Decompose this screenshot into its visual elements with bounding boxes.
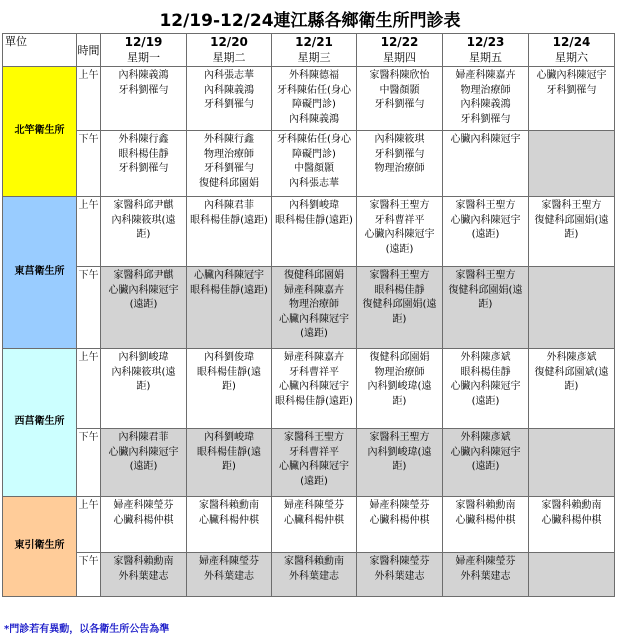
doctor-entry: 內科劉峻瑋(遠 xyxy=(367,381,432,392)
doctor-entry: 外科葉建志 xyxy=(374,570,425,582)
doctor-entry: 牙科劉罹勻 xyxy=(204,99,254,110)
unit-name: 北竿衛生所 xyxy=(3,67,77,197)
doctor-entry: 內科陳義鴻 xyxy=(289,113,339,125)
doctor-entry: 物理治療師 xyxy=(460,84,511,96)
doctor-entry: 家醫科邱尹麒 xyxy=(113,200,174,211)
schedule-cell xyxy=(529,429,615,497)
schedule-row xyxy=(3,131,615,197)
day-date: 12/19 xyxy=(124,35,163,49)
doctor-entry: 心臟內科陳冠宇 xyxy=(450,134,521,145)
doctor-entry: (遠距) xyxy=(129,299,158,310)
day-weekday: 星期四 xyxy=(383,51,416,64)
schedule-cell xyxy=(187,497,272,553)
doctor-entry: 中醫顏顥 xyxy=(294,163,334,174)
doctor-entry: 心臟內科陳冠宇 xyxy=(450,381,521,392)
doctor-entry: 牙科曹祥平 xyxy=(374,214,425,226)
doctor-entry: 眼科楊佳靜(遠 xyxy=(197,446,261,458)
doctor-entry: 距) xyxy=(392,313,407,325)
schedule-row xyxy=(3,349,615,429)
doctor-entry: 心臟內科陳冠宇 xyxy=(450,214,521,226)
doctor-entry: 牙科劉罹勻 xyxy=(204,163,254,174)
schedule-cell xyxy=(101,497,187,553)
doctor-entry: 婦產科陳瑩芬 xyxy=(455,556,516,567)
schedule-cell xyxy=(357,197,443,267)
schedule-cell xyxy=(443,497,529,553)
doctor-entry: 家醫科王聖方 xyxy=(369,200,430,211)
doctor-entry: 心臟內科陳冠宇 xyxy=(450,446,521,458)
day-header-wed xyxy=(272,34,357,67)
period-label: 上午 xyxy=(77,197,101,267)
doctor-entry: 眼科楊佳靜 xyxy=(374,284,425,296)
doctor-entry: 物理治療師 xyxy=(374,366,425,378)
doctor-entry: 內科劉峻瑋 xyxy=(118,352,169,363)
day-date: 12/21 xyxy=(295,35,333,49)
doctor-entry: (遠距) xyxy=(300,475,328,487)
day-header-sat xyxy=(529,34,615,67)
unit-header: 單位 xyxy=(3,34,77,67)
doctor-entry: 距) xyxy=(222,381,236,392)
schedule-cell xyxy=(187,197,272,267)
doctor-entry: 婦產科陳嘉卉 xyxy=(284,284,344,296)
doctor-entry: 內科陳君菲 xyxy=(204,200,254,211)
doctor-entry: 家醫科陳欣怡 xyxy=(369,70,430,81)
schedule-cell xyxy=(357,267,443,349)
doctor-entry: 復健科邱園娟 xyxy=(284,270,344,281)
doctor-entry: 家醫科王聖方 xyxy=(541,200,602,211)
day-date: 12/23 xyxy=(466,35,505,49)
schedule-cell xyxy=(187,131,272,197)
doctor-entry: 外科葉建志 xyxy=(460,570,511,582)
doctor-entry: 距) xyxy=(564,381,579,392)
doctor-entry: 家醫科邱尹麒 xyxy=(113,270,174,281)
doctor-entry: 距) xyxy=(136,381,151,392)
doctor-entry: 家醫科陳瑩芬 xyxy=(369,556,430,567)
doctor-entry: 眼科楊佳靜 xyxy=(118,148,169,160)
doctor-entry: 內科陳君菲 xyxy=(118,432,169,443)
schedule-cell xyxy=(187,553,272,597)
doctor-entry: (遠距) xyxy=(471,229,500,240)
doctor-entry: 距) xyxy=(222,461,236,472)
doctor-entry: 外科葉建志 xyxy=(204,570,254,582)
doctor-entry: 內科陳筱琪(遠 xyxy=(111,214,176,226)
doctor-entry: 距) xyxy=(392,461,407,472)
doctor-entry: 心臟內科陳冠宇 xyxy=(108,446,179,458)
unit-name: 西莒衛生所 xyxy=(3,349,77,497)
schedule-cell xyxy=(443,67,529,131)
clinic-schedule-table xyxy=(2,33,615,597)
doctor-entry: 物理治療師 xyxy=(374,163,425,174)
doctor-entry: 障礙門診) xyxy=(292,99,336,110)
doctor-entry: 婦產科陳嘉卉 xyxy=(284,352,344,363)
schedule-row xyxy=(3,429,615,497)
doctor-entry: 復健科邱園娟 xyxy=(369,352,430,363)
doctor-entry: 內科陳義鴻 xyxy=(204,84,254,96)
period-label: 下午 xyxy=(77,267,101,349)
doctor-entry: 距) xyxy=(136,229,151,240)
doctor-entry: 內科張志華 xyxy=(204,70,254,81)
doctor-entry: 家醫科王聖方 xyxy=(455,270,516,281)
day-header-mon xyxy=(101,34,187,67)
doctor-entry: 復健科邱園娟(遠 xyxy=(362,299,437,310)
doctor-entry: 家醫科王聖方 xyxy=(455,200,516,211)
schedule-cell xyxy=(101,67,187,131)
doctor-entry: 家醫科賴勳南 xyxy=(284,556,344,567)
schedule-cell xyxy=(443,197,529,267)
doctor-entry: 心臟科楊仲棋 xyxy=(455,514,516,526)
doctor-entry: 家醫科賴勳南 xyxy=(199,500,259,511)
schedule-cell xyxy=(272,553,357,597)
doctor-entry: 心臟內科陳冠宇 xyxy=(279,461,349,472)
doctor-entry: 中醫顏顥 xyxy=(379,84,420,96)
schedule-cell xyxy=(272,497,357,553)
doctor-entry: 復健科邱園娟(遠 xyxy=(534,214,609,226)
doctor-entry: 牙科陳佑任(身心 xyxy=(277,84,351,96)
period-label: 下午 xyxy=(77,429,101,497)
schedule-cell xyxy=(101,267,187,349)
doctor-entry: 牙科陳佑任(身心 xyxy=(277,134,351,145)
doctor-entry: 心臟科楊仲棋 xyxy=(113,514,174,526)
unit-name: 東莒衛生所 xyxy=(3,197,77,349)
day-header-thu xyxy=(357,34,443,67)
doctor-entry: (遠距) xyxy=(129,461,158,472)
doctor-entry: 心臟內科陳冠宇 xyxy=(108,284,179,296)
schedule-cell xyxy=(357,553,443,597)
schedule-cell xyxy=(529,131,615,197)
doctor-entry: 家醫科賴勳南 xyxy=(541,500,602,511)
schedule-cell xyxy=(529,267,615,349)
schedule-cell xyxy=(101,197,187,267)
doctor-entry: 眼科楊佳靜(遠距) xyxy=(190,214,268,226)
doctor-entry: 牙科劉罹勻 xyxy=(546,84,597,96)
schedule-cell xyxy=(101,131,187,197)
schedule-row xyxy=(3,497,615,553)
schedule-row xyxy=(3,267,615,349)
period-label: 下午 xyxy=(77,553,101,597)
doctor-entry: (遠距) xyxy=(385,243,414,255)
doctor-entry: 眼科楊佳靜(遠 xyxy=(197,366,261,378)
schedule-cell xyxy=(529,197,615,267)
doctor-entry: 外科陳行鑫 xyxy=(204,134,254,145)
doctor-entry: 外科陳彥斌 xyxy=(460,352,511,363)
schedule-cell xyxy=(529,67,615,131)
schedule-cell xyxy=(187,267,272,349)
doctor-entry: 牙科劉罹勻 xyxy=(374,99,425,110)
doctor-entry: 心臟科楊仲棋 xyxy=(369,514,430,526)
doctor-entry: 牙科曹祥平 xyxy=(289,366,339,378)
day-date: 12/20 xyxy=(210,35,248,49)
doctor-entry: 心臟內科陳冠宇 xyxy=(364,229,435,240)
schedule-cell xyxy=(529,497,615,553)
doctor-entry: 內科陳義鴻 xyxy=(118,70,169,81)
day-header-fri xyxy=(443,34,529,67)
schedule-row xyxy=(3,67,615,131)
schedule-cell xyxy=(101,429,187,497)
schedule-row xyxy=(3,197,615,267)
schedule-cell xyxy=(187,67,272,131)
schedule-cell xyxy=(101,553,187,597)
doctor-entry: 心臟科楊仲棋 xyxy=(541,514,602,526)
schedule-cell xyxy=(272,429,357,497)
doctor-entry: 婦產科陳瑩芬 xyxy=(199,556,259,567)
schedule-cell xyxy=(187,349,272,429)
schedule-cell xyxy=(529,553,615,597)
day-weekday: 星期五 xyxy=(469,51,502,64)
doctor-entry: 心臟內科陳冠宇 xyxy=(194,270,264,281)
schedule-cell xyxy=(357,349,443,429)
doctor-entry: 家醫科王聖方 xyxy=(369,432,430,443)
schedule-cell xyxy=(529,349,615,429)
doctor-entry: 婦產科陳瑩芬 xyxy=(113,500,174,511)
doctor-entry: 眼科楊佳靜(遠距) xyxy=(190,284,268,296)
time-header: 時間 xyxy=(77,34,101,67)
schedule-cell xyxy=(272,267,357,349)
doctor-entry: 物理治療師 xyxy=(289,299,339,310)
footnote: *門診若有異動，以各衛生所公告為準 xyxy=(4,624,170,635)
day-weekday: 星期一 xyxy=(127,51,160,64)
schedule-cell xyxy=(101,349,187,429)
doctor-entry: 距) xyxy=(392,395,407,407)
doctor-entry: 牙科劉罹勻 xyxy=(118,84,169,96)
day-date: 12/22 xyxy=(380,35,419,49)
doctor-entry: 復健科邱園斌(遠 xyxy=(534,366,609,378)
doctor-entry: 眼科楊佳靜(遠距) xyxy=(275,395,353,407)
doctor-entry: 外科陳德福 xyxy=(289,70,339,81)
doctor-entry: 內科陳筱琪 xyxy=(374,134,425,145)
schedule-cell xyxy=(272,131,357,197)
period-label: 上午 xyxy=(77,497,101,553)
doctor-entry: 家醫科王聖方 xyxy=(284,432,344,443)
day-weekday: 星期六 xyxy=(555,51,588,64)
schedule-cell xyxy=(272,197,357,267)
period-label: 上午 xyxy=(77,349,101,429)
schedule-cell xyxy=(272,349,357,429)
doctor-entry: 障礙門診) xyxy=(292,148,336,160)
doctor-entry: 牙科劉罹勻 xyxy=(460,113,511,125)
doctor-entry: 內科劉峻瑋(遠 xyxy=(367,446,432,458)
doctor-entry: 內科張志華 xyxy=(289,177,339,189)
doctor-entry: 外科葉建志 xyxy=(289,570,339,582)
doctor-entry: 婦產科陳嘉卉 xyxy=(455,70,516,81)
doctor-entry: 物理治療師 xyxy=(204,148,254,160)
schedule-cell xyxy=(357,131,443,197)
schedule-row xyxy=(3,553,615,597)
schedule-cell xyxy=(443,267,529,349)
schedule-cell xyxy=(443,553,529,597)
doctor-entry: 心臟內科陳冠宇 xyxy=(536,70,607,81)
doctor-entry: 家醫科賴勳南 xyxy=(113,556,174,567)
doctor-entry: 家醫科賴勳南 xyxy=(455,500,516,511)
schedule-cell xyxy=(272,67,357,131)
doctor-entry: 外科陳彥斌 xyxy=(546,352,597,363)
doctor-entry: (遠距) xyxy=(471,461,500,472)
doctor-entry: 心臟科楊仲棋 xyxy=(284,514,344,526)
doctor-entry: 眼科楊佳靜 xyxy=(460,366,511,378)
doctor-entry: 婦產科陳瑩芬 xyxy=(369,500,430,511)
header-row xyxy=(3,34,615,67)
page-title: 12/19-12/24連江縣各鄉衛生所門診表 xyxy=(159,11,461,31)
schedule-cell xyxy=(443,429,529,497)
schedule-cell xyxy=(443,349,529,429)
doctor-entry: 距) xyxy=(564,229,579,240)
schedule-cell xyxy=(357,429,443,497)
doctor-entry: (遠距) xyxy=(471,395,500,407)
schedule-cell xyxy=(357,497,443,553)
period-label: 下午 xyxy=(77,131,101,197)
doctor-entry: 外科陳彥斌 xyxy=(460,432,511,443)
doctor-entry: 外科陳行鑫 xyxy=(118,134,169,145)
doctor-entry: 復健科邱園娟(遠 xyxy=(448,284,523,296)
unit-name: 東引衛生所 xyxy=(3,497,77,597)
doctor-entry: 婦產科陳瑩芬 xyxy=(284,500,344,511)
schedule-cell xyxy=(357,67,443,131)
day-weekday: 星期二 xyxy=(212,51,246,64)
period-label: 上午 xyxy=(77,67,101,131)
schedule-cell xyxy=(443,131,529,197)
doctor-entry: 距) xyxy=(478,299,493,310)
doctor-entry: 外科葉建志 xyxy=(118,570,169,582)
doctor-entry: 心臟內科陳冠宇 xyxy=(279,313,349,325)
day-header-tue xyxy=(187,34,272,67)
doctor-entry: 眼科楊佳靜(遠距) xyxy=(275,214,353,226)
doctor-entry: 內科劉峻瑋 xyxy=(204,432,254,443)
doctor-entry: 內科陳筱琪(遠 xyxy=(111,366,176,378)
doctor-entry: 內科劉峻瑋 xyxy=(289,200,339,211)
doctor-entry: 內科劉俊瑋 xyxy=(204,352,254,363)
doctor-entry: 牙科曹祥平 xyxy=(289,446,339,458)
doctor-entry: 心臟科楊仲棋 xyxy=(199,514,259,526)
doctor-entry: 內科陳義鴻 xyxy=(460,99,511,110)
day-date: 12/24 xyxy=(552,35,591,49)
doctor-entry: 復健科邱園娟 xyxy=(199,177,259,189)
doctor-entry: 牙科劉罹勻 xyxy=(118,163,169,174)
doctor-entry: (遠距) xyxy=(300,328,328,339)
schedule-cell xyxy=(187,429,272,497)
day-weekday: 星期三 xyxy=(297,51,331,64)
doctor-entry: 家醫科王聖方 xyxy=(369,270,430,281)
doctor-entry: 心臟內科陳冠宇 xyxy=(279,381,349,392)
doctor-entry: 牙科劉罹勻 xyxy=(374,148,425,160)
